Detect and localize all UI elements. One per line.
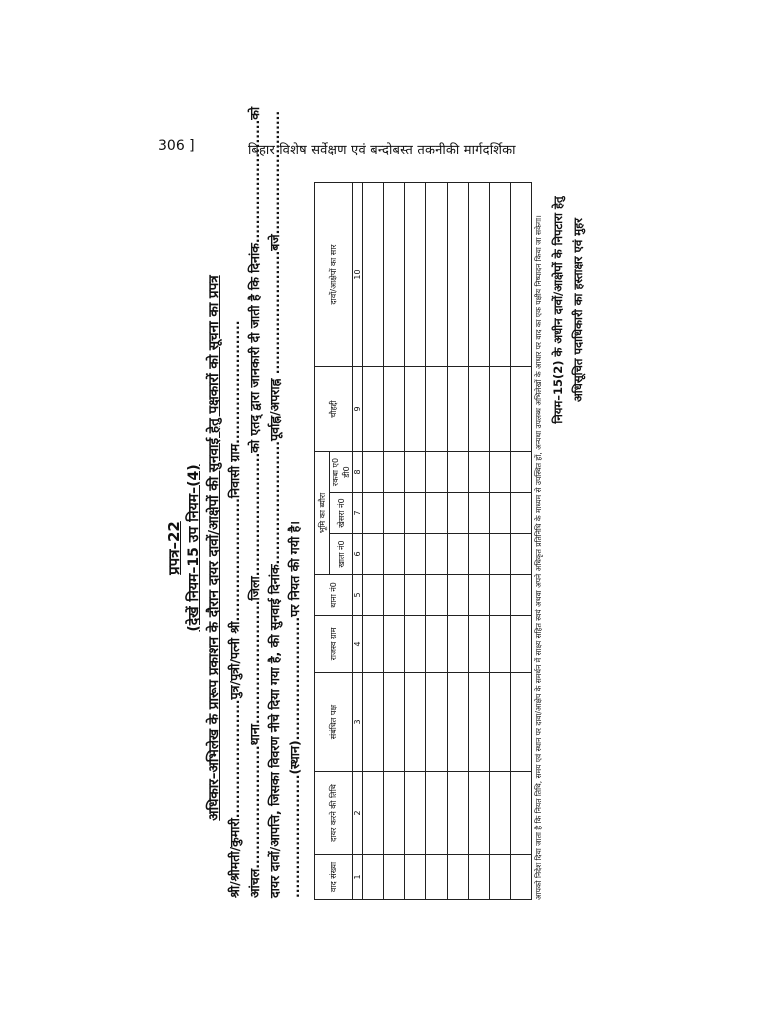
table-cell (405, 616, 426, 673)
table-cell (405, 534, 426, 575)
table-cell (405, 493, 426, 534)
table-cell (426, 367, 447, 452)
table-cell (489, 183, 510, 367)
col-number: 10 (353, 183, 363, 367)
table-cell (384, 616, 405, 673)
signature-line-1: नियम–15(2) के अधीन दावों/आक्षेपों के निपटारा हेतु (551, 196, 565, 424)
table-row (384, 183, 405, 900)
fill-line-3: दायर दावों/आपत्ति, जिसका विवरण नीचे दिया गया है, की सुनवाई दिनांक..........................पूर्वाह्न/अपराह्न ..........................बजे.......................... (267, 110, 282, 898)
table-cell (468, 673, 489, 772)
table-cell (384, 673, 405, 772)
table-cell (489, 367, 510, 452)
col-header: वाद संख्या (315, 855, 353, 900)
col-header: दायर करने की तिथि (315, 772, 353, 855)
table-cell (426, 534, 447, 575)
table-cell (405, 855, 426, 900)
fill-line-2: आंचल..........................थाना..........................जिला..........................को एतद् द्वारा जानकारी दी जाती है कि दिनांक..........................को (247, 106, 262, 898)
table-cell (489, 772, 510, 855)
table-cell (363, 367, 384, 452)
table-cell (447, 367, 468, 452)
running-title: बिहार विशेष सर्वेक्षण एवं बन्दोबस्त तकनीकी मार्गदर्शिका (248, 143, 516, 158)
table-cell (363, 493, 384, 534)
table-cell (489, 673, 510, 772)
table-cell (447, 673, 468, 772)
rule-reference: (देखें नियम–15 उप नियम–(4) (186, 464, 202, 632)
table-cell (468, 616, 489, 673)
table-cell (405, 183, 426, 367)
table-cell (363, 452, 384, 493)
table-cell (468, 855, 489, 900)
table-cell (426, 493, 447, 534)
table-cell (363, 616, 384, 673)
table-cell (510, 493, 531, 534)
table-cell (489, 493, 510, 534)
table-cell (468, 452, 489, 493)
table-cell (363, 575, 384, 616)
table-cell (405, 452, 426, 493)
table-cell (426, 575, 447, 616)
table-cell (447, 772, 468, 855)
table-cell (447, 493, 468, 534)
table-cell (447, 616, 468, 673)
table-cell (426, 616, 447, 673)
col-number: 3 (353, 673, 363, 772)
signature-block (548, 180, 592, 440)
table-cell (510, 183, 531, 367)
col-header: खाता नं0 (330, 534, 353, 575)
table-cell (426, 452, 447, 493)
table-cell (447, 183, 468, 367)
table-cell (489, 575, 510, 616)
table-cell (384, 493, 405, 534)
fill-line-1: श्री/श्रीमती/कुमारी.........................पुत्र/पुत्री/पत्नी श्री..........................निवासी ग्राम.......................... (227, 320, 242, 898)
col-header: थाना नं0 (315, 575, 353, 616)
table-cell (510, 452, 531, 493)
table-cell (384, 534, 405, 575)
table-cell (426, 772, 447, 855)
table-cell (363, 534, 384, 575)
table-cell (447, 452, 468, 493)
col-header: रकबा ए0 डी0 (330, 452, 353, 493)
table-row (426, 183, 447, 900)
table-cell (384, 772, 405, 855)
table-cell (510, 673, 531, 772)
table-cell (510, 772, 531, 855)
table-cell (510, 616, 531, 673)
table-cell (405, 673, 426, 772)
col-header: दावों/आक्षेपों का सार (315, 183, 353, 367)
table-cell (384, 575, 405, 616)
table-cell (468, 575, 489, 616)
col-number: 4 (353, 616, 363, 673)
table-cell (384, 367, 405, 452)
table-header-row (315, 183, 330, 900)
table-cell (510, 855, 531, 900)
table-cell (363, 183, 384, 367)
table-cell (489, 452, 510, 493)
table-cell (384, 855, 405, 900)
col-number: 8 (353, 452, 363, 493)
table-cell (426, 855, 447, 900)
col-number: 2 (353, 772, 363, 855)
table-cell (447, 575, 468, 616)
table-row (510, 183, 531, 900)
page-number: 306 ] (158, 138, 195, 154)
table-cell (363, 855, 384, 900)
col-header: संबंधित पक्ष (315, 673, 353, 772)
form-title: प्रपत्र–22 (165, 521, 183, 575)
table-cell (426, 673, 447, 772)
table-cell (426, 183, 447, 367)
column-number-row (353, 183, 363, 900)
col-number: 5 (353, 575, 363, 616)
table-cell (384, 452, 405, 493)
table-row (447, 183, 468, 900)
table-row (363, 183, 384, 900)
table-cell (447, 534, 468, 575)
table-cell (489, 616, 510, 673)
table-cell (510, 367, 531, 452)
group-header: भूमि का ब्यौरा (315, 452, 330, 575)
col-header: खेसरा नं0 (330, 493, 353, 534)
table-row (405, 183, 426, 900)
footnote: आपको निदेश दिया जाता है कि नियत तिथि, समय एवं स्थान पर दावा/आक्षेप के समर्थन में साक्ष्य सहित स्वयं अथवा अपने अधिकृत प्रतिनिधि के माध्यम से उपस्थित हों, अन्यथा उपलब्ध अभिलेखों के आधार पर वाद का एक पक्षीय निष्पादन किया जा सकेगा। (534, 215, 543, 900)
claims-table-body (363, 183, 532, 900)
table-cell (489, 534, 510, 575)
table-row (468, 183, 489, 900)
table-cell (384, 183, 405, 367)
form-heading: अधिकार–अभिलेख के प्रारूप प्रकाशन के दौरान दायर दावों/आक्षेपों की सुनवाई हेतु पक्षकारों को सूचना का प्रपत्र (206, 275, 222, 821)
table-cell (363, 673, 384, 772)
col-header: राजस्व ग्राम (315, 616, 353, 673)
fill-line-4: ..........................(स्थान)..........................पर नियत की गयी है। (287, 520, 302, 898)
col-number: 1 (353, 855, 363, 900)
table-cell (363, 772, 384, 855)
claims-table (314, 182, 532, 900)
table-cell (468, 534, 489, 575)
table-cell (510, 534, 531, 575)
table-cell (468, 493, 489, 534)
col-number: 9 (353, 367, 363, 452)
table-cell (468, 772, 489, 855)
table-cell (510, 575, 531, 616)
table-cell (468, 183, 489, 367)
col-number: 7 (353, 493, 363, 534)
col-header: चौहद्दी (315, 367, 353, 452)
signature-line-2: अधिसूचित पदाधिकारी का हस्ताक्षर एवं मुहर (571, 218, 585, 402)
table-cell (489, 855, 510, 900)
col-number: 6 (353, 534, 363, 575)
table-cell (405, 772, 426, 855)
table-cell (447, 855, 468, 900)
table-cell (468, 367, 489, 452)
table-cell (405, 367, 426, 452)
table-row (489, 183, 510, 900)
table-cell (405, 575, 426, 616)
